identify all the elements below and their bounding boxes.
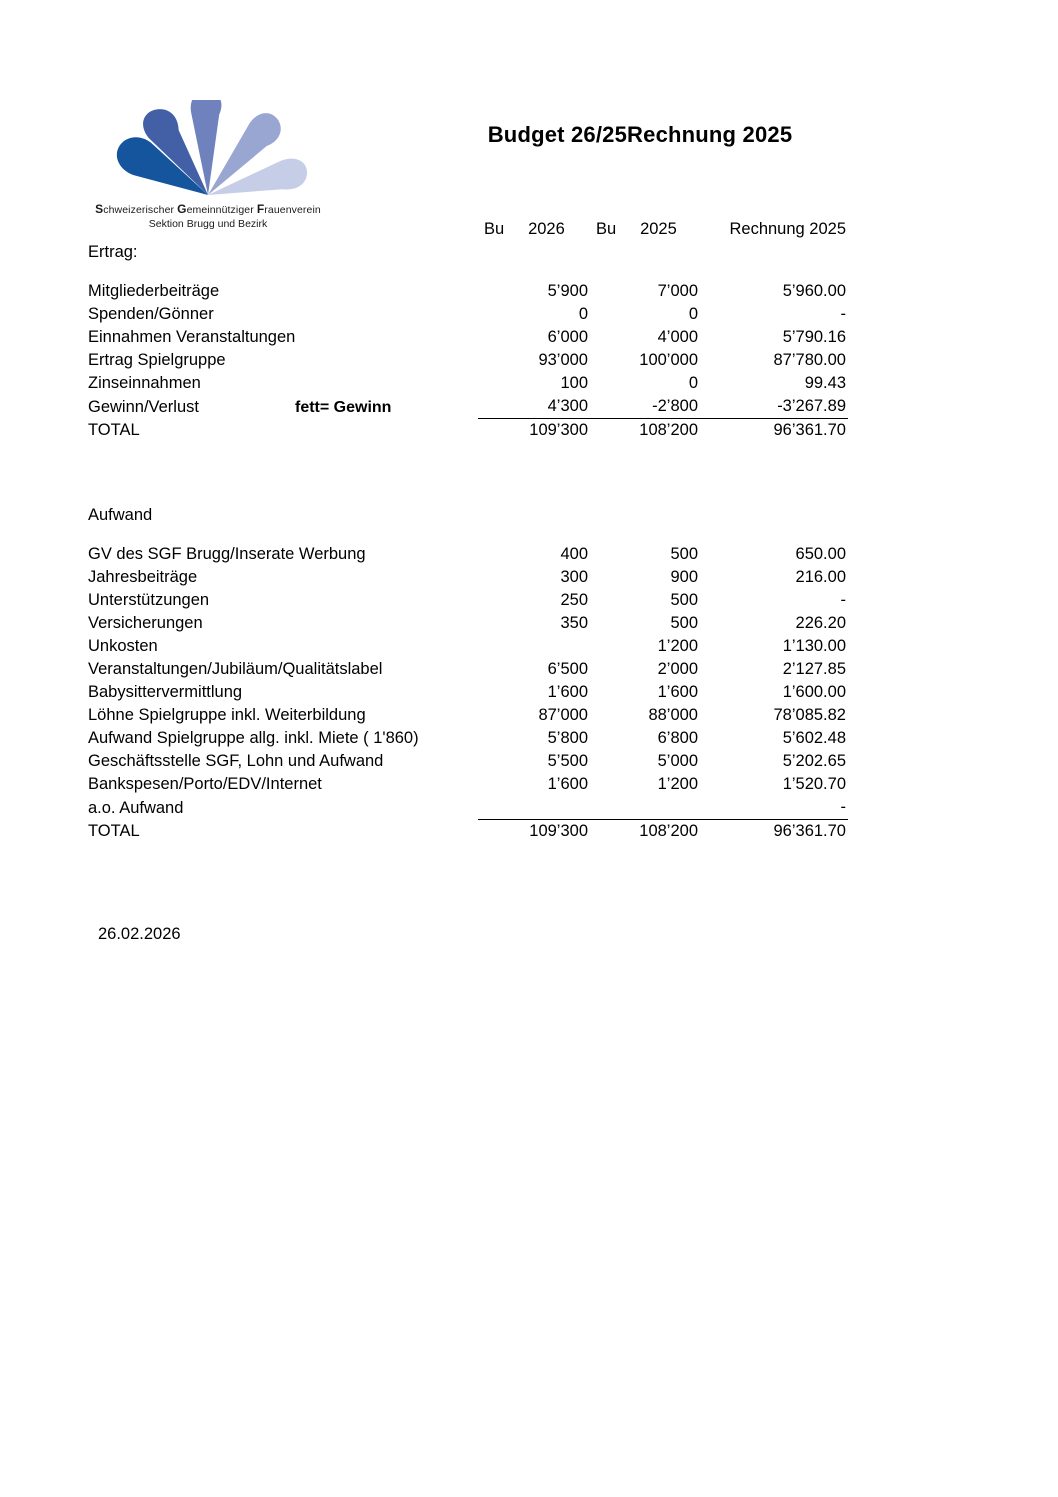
header-bu-2025 <box>590 218 700 241</box>
cell-bu-2025: 1’600 <box>657 683 698 701</box>
table-row <box>88 796 848 820</box>
cell-bu-2025: 7’000 <box>657 282 698 300</box>
row-label: Gewinn/Verlust fett= Gewinn <box>88 395 478 419</box>
table-row <box>88 395 848 419</box>
logo-word-schweizerischer: chweizerischer <box>103 204 178 216</box>
cell-rechnung-2025: 650.00 <box>795 545 846 563</box>
table-row <box>88 773 848 796</box>
total-label: TOTAL <box>88 421 140 439</box>
row-label: Babysittervermittlung <box>88 683 243 701</box>
cell-rechnung-2025: - <box>840 798 846 816</box>
logo-cap-s: S <box>95 202 104 216</box>
table-row <box>88 589 848 612</box>
table-row <box>88 727 848 750</box>
total-bu-2025: 108’200 <box>590 419 700 443</box>
table-row <box>88 543 848 566</box>
cell-bu-2025: 500 <box>670 545 698 563</box>
cell-bu-2025: 1’200 <box>657 637 698 655</box>
cell-bu-2026: 100 <box>560 374 588 392</box>
row-label: Veranstaltungen/Jubiläum/Qualitätslabel <box>88 660 383 678</box>
cell-bu-2026: 300 <box>560 568 588 586</box>
table-row <box>88 280 848 303</box>
section-heading-aufwand: Aufwand <box>88 506 153 524</box>
logo-line-2: Sektion Brugg und Bezirk <box>148 218 268 230</box>
between-sections-gap <box>88 442 848 504</box>
table-row <box>88 372 848 395</box>
cell-rechnung-2025: 5’790.16 <box>782 328 846 346</box>
table-row <box>88 612 848 635</box>
row-label: Einnahmen Veranstaltungen <box>88 328 296 346</box>
organization-logo <box>88 100 328 230</box>
section-heading-row-ertrag <box>88 241 848 264</box>
logo-cap-g: G <box>177 202 187 216</box>
cell-bu-2026: 5’900 <box>547 282 588 300</box>
cell-bu-2026: 6’000 <box>547 328 588 346</box>
document-title: Budget 26/25Rechnung 2025 <box>487 122 793 147</box>
document-date: 26.02.2026 <box>98 925 181 943</box>
total-row-ertrag <box>88 419 848 443</box>
cell-bu-2025: 1’200 <box>657 775 698 793</box>
header-bu-2026-year: 2026 <box>528 220 565 238</box>
header-row <box>88 218 848 241</box>
total-rechnung-2025: 96’361.70 <box>700 419 848 443</box>
cell-rechnung-2025: 78’085.82 <box>773 706 846 724</box>
section-gap-ertrag <box>88 264 848 280</box>
cell-bu-2026: 6’500 <box>547 660 588 678</box>
logo-cap-f: F <box>256 202 265 216</box>
row-label: Unterstützungen <box>88 591 210 609</box>
cell-rechnung-2025: -3’267.89 <box>777 397 846 415</box>
cell-bu-2025: 0 <box>688 374 698 392</box>
cell-rechnung-2025: 216.00 <box>795 568 846 586</box>
cell-bu-2025: 5’000 <box>657 752 698 770</box>
row-label: Unkosten <box>88 637 158 655</box>
total-bu-2026: 109’300 <box>478 820 590 844</box>
cell-bu-2025: -2’800 <box>652 397 698 415</box>
row-label: Versicherungen <box>88 614 203 632</box>
table-row <box>88 750 848 773</box>
cell-bu-2025: 2’000 <box>657 660 698 678</box>
cell-rechnung-2025: - <box>840 591 846 609</box>
row-label: a.o. Aufwand <box>88 798 184 817</box>
cell-bu-2026: 5’500 <box>547 752 588 770</box>
cell-bu-2026: 87’000 <box>538 706 588 724</box>
cell-rechnung-2025: 5’202.65 <box>782 752 846 770</box>
cell-rechnung-2025: 1’130.00 <box>782 637 846 655</box>
row-label: Löhne Spielgruppe inkl. Weiterbildung <box>88 706 366 724</box>
cell-bu-2026: 1’600 <box>547 683 588 701</box>
section-heading-ertrag: Ertrag: <box>88 243 138 261</box>
row-label: Mitgliederbeiträge <box>88 282 220 300</box>
cell-bu-2026: 250 <box>560 591 588 609</box>
table-row <box>88 681 848 704</box>
cell-bu-2025: 500 <box>670 591 698 609</box>
cell-bu-2026: 350 <box>560 614 588 632</box>
header-rechnung-2025: Rechnung 2025 <box>729 220 846 238</box>
cell-bu-2025: 900 <box>670 568 698 586</box>
row-label: Spenden/Gönner <box>88 305 214 323</box>
cell-rechnung-2025: 87’780.00 <box>773 351 846 369</box>
cell-bu-2025 <box>590 796 700 820</box>
logo-fan-mark <box>108 100 308 198</box>
cell-bu-2025: 4’000 <box>657 328 698 346</box>
table-row <box>88 566 848 589</box>
cell-bu-2026: 93’000 <box>538 351 588 369</box>
logo-line-1 <box>88 202 328 216</box>
table-body <box>88 241 848 843</box>
cell-bu-2025: 88’000 <box>648 706 698 724</box>
row-label: Geschäftsstelle SGF, Lohn und Aufwand <box>88 752 384 770</box>
logo-word-frauenverein: rauenverein <box>264 204 321 216</box>
cell-rechnung-2025: 1’600.00 <box>782 683 846 701</box>
cell-rechnung-2025: 2’127.85 <box>782 660 846 678</box>
row-label: Bankspesen/Porto/EDV/Internet <box>88 775 322 793</box>
cell-bu-2025: 0 <box>688 305 698 323</box>
logo-word-gemeinnuetziger: emeinnütziger <box>186 204 257 216</box>
row-label: Jahresbeiträge <box>88 568 198 586</box>
cell-rechnung-2025: 99.43 <box>804 374 846 392</box>
cell-bu-2026 <box>478 635 590 658</box>
table-row <box>88 658 848 681</box>
table-row <box>88 704 848 727</box>
cell-bu-2025: 100’000 <box>639 351 698 369</box>
cell-bu-2026: 5’800 <box>547 729 588 747</box>
total-bu-2025: 108’200 <box>590 820 700 844</box>
cell-rechnung-2025: 5’960.00 <box>782 282 846 300</box>
table-row <box>88 349 848 372</box>
row-label: Ertrag Spielgruppe <box>88 351 226 369</box>
budget-table <box>88 218 848 843</box>
cell-bu-2026 <box>478 796 590 820</box>
cell-rechnung-2025: 1’520.70 <box>782 775 846 793</box>
total-row-aufwand <box>88 820 848 844</box>
table-row <box>88 303 848 326</box>
financial-sheet <box>88 218 848 843</box>
header-bu-2026 <box>478 218 590 241</box>
total-bu-2026: 109’300 <box>478 419 590 443</box>
header-bu-2025-year: 2025 <box>640 220 677 238</box>
table-row <box>88 635 848 658</box>
cell-rechnung-2025: 5’602.48 <box>782 729 846 747</box>
header-bu-2025-word: Bu <box>596 220 617 238</box>
gewinn-marker-note: fett= Gewinn <box>294 398 392 416</box>
cell-bu-2026: 400 <box>560 545 588 563</box>
cell-rechnung-2025: 226.20 <box>795 614 846 632</box>
cell-rechnung-2025: - <box>840 305 846 323</box>
header-label-col <box>88 218 478 241</box>
cell-bu-2026: 4’300 <box>547 397 588 415</box>
total-rechnung-2025: 96’361.70 <box>700 820 848 844</box>
row-label: Aufwand Spielgruppe allg. inkl. Miete ( 1'860) <box>88 729 419 747</box>
table-header <box>88 218 848 241</box>
header-bu-2026-word: Bu <box>484 220 505 238</box>
cell-bu-2026: 0 <box>578 305 588 323</box>
cell-bu-2025: 500 <box>670 614 698 632</box>
cell-bu-2025: 6’800 <box>657 729 698 747</box>
section-heading-row-aufwand <box>88 504 848 527</box>
section-gap-aufwand <box>88 527 848 543</box>
cell-bu-2026: 1’600 <box>547 775 588 793</box>
row-label: GV des SGF Brugg/Inserate Werbung <box>88 545 366 563</box>
total-label: TOTAL <box>88 822 140 840</box>
table-row <box>88 326 848 349</box>
row-label: Zinseinnahmen <box>88 374 201 392</box>
